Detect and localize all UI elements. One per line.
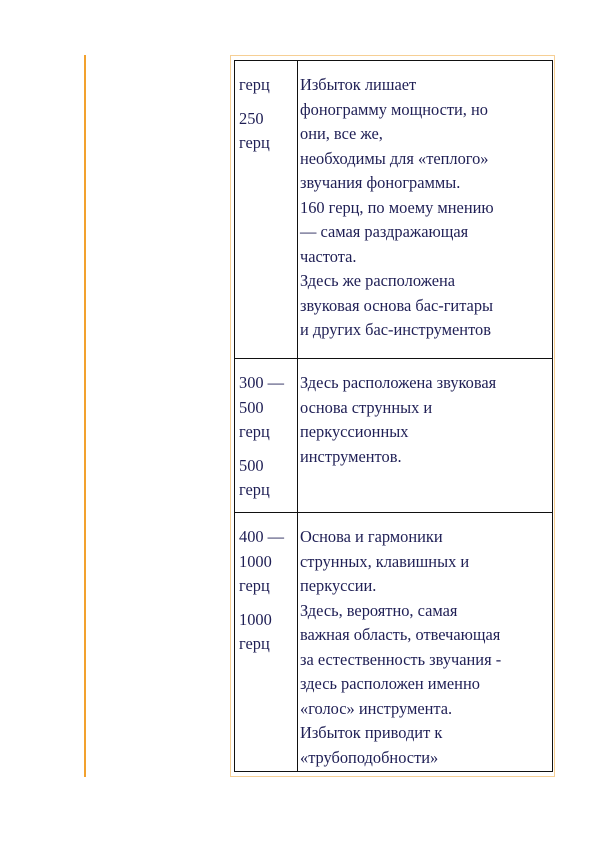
description-line: и других бас-инструментов [300, 320, 491, 339]
frequency-cell [235, 359, 298, 513]
description-line: инструментов. [300, 446, 402, 466]
description-line: Избыток лишает [300, 75, 417, 94]
description-line: Здесь, вероятно, самая [300, 600, 458, 620]
description-line: Основа и гармоники [300, 527, 443, 546]
description-line: струнных, клавишных и [300, 551, 470, 571]
frequency-text: герц [239, 634, 270, 653]
description-line: звучания фонограммы. [300, 173, 461, 192]
frequency-table [234, 60, 553, 772]
description-line: Здесь расположена звуковая [300, 373, 497, 392]
table-row [235, 61, 553, 359]
description-line: частота. [300, 246, 357, 266]
frequency-cell [235, 513, 298, 772]
description-line: перкуссионных [300, 422, 409, 441]
frequency-text: герц [239, 422, 270, 441]
table-row [235, 513, 553, 772]
description-line: за естественность звучания - [300, 649, 502, 669]
description-line: «трубоподобности» [300, 747, 439, 767]
frequency-text: 500 [239, 455, 264, 475]
frequency-text: 1000 [239, 551, 272, 571]
description-cell [298, 513, 553, 772]
description-line: важная область, отвечающая [300, 625, 501, 644]
frequency-text: 300 — [239, 373, 285, 392]
description-line: «голос» инструмента. [300, 698, 453, 718]
frequency-text: 1000 [239, 609, 272, 629]
frequency-text: герц [239, 480, 270, 499]
frequency-text: 400 — [239, 527, 285, 546]
description-line: 160 герц, по моему мнению [300, 197, 494, 217]
frequency-text: 250 [239, 108, 264, 128]
description-line: перкуссии. [300, 576, 377, 595]
description-line: Здесь же расположена [300, 271, 456, 290]
description-line: они, все же, [300, 124, 383, 143]
description-line: фонограмму мощности, но [300, 99, 488, 119]
description-line: здесь расположен именно [300, 674, 480, 693]
description-line: основа струнных и [300, 397, 433, 417]
description-line: звуковая основа бас-гитары [300, 295, 494, 315]
frequency-text: герц [239, 576, 270, 595]
description-line: Избыток приводит к [300, 723, 443, 742]
frequency-text: герц [239, 75, 270, 94]
description-line: необходимы для «теплого» [300, 148, 489, 168]
frequency-cell [235, 61, 298, 359]
description-cell [298, 359, 553, 513]
frequency-text: герц [239, 133, 270, 152]
description-cell [298, 61, 553, 359]
left-margin-rule [84, 55, 86, 777]
description-line: — самая раздражающая [300, 222, 469, 241]
frequency-text: 500 [239, 397, 264, 417]
table-row [235, 359, 553, 513]
